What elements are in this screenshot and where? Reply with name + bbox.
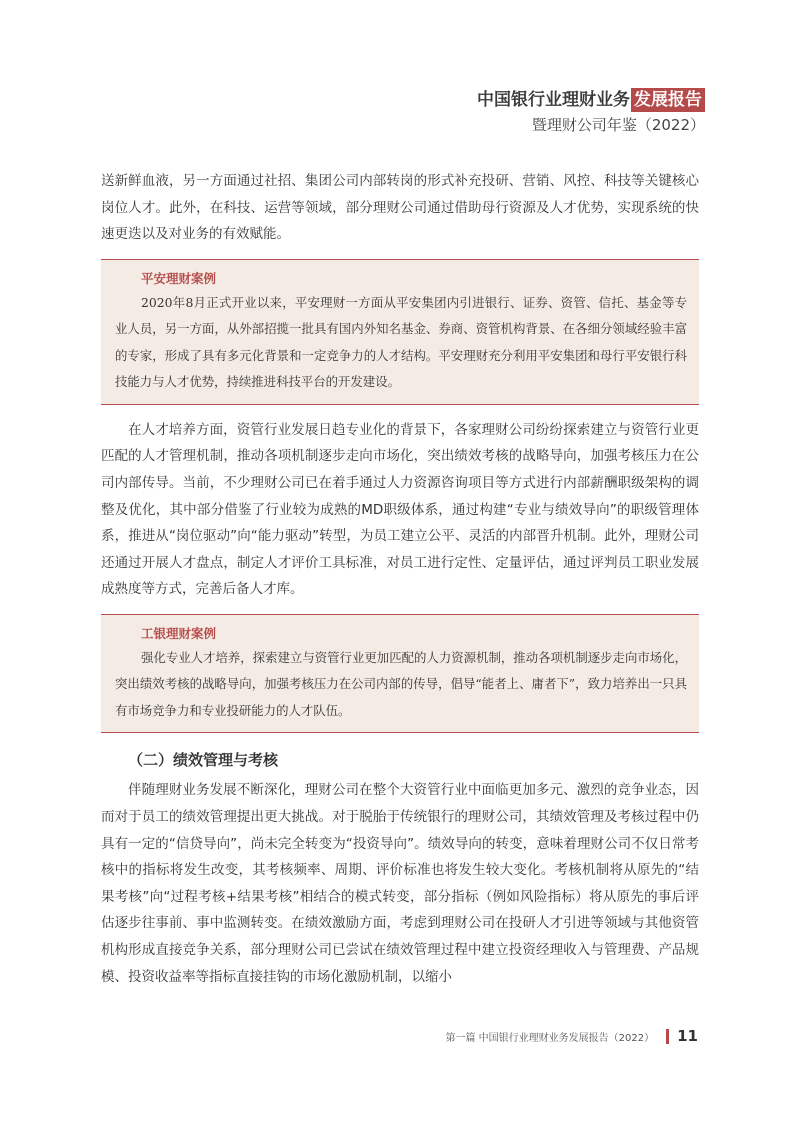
report-subtitle: 暨理财公司年鉴（2022） <box>531 116 705 134</box>
report-title <box>477 88 705 112</box>
running-header <box>477 88 705 136</box>
footer-divider <box>666 1029 669 1044</box>
case-body-icbc: 强化专业人才培养，探索建立与资管行业更加匹配的人力资源机制，推动各项机制逐步走向市场化，突出绩效考核的战略导向，加强考核压力在公司内部的传导，倡导“能者上、庸者下”，致力培养出一只具有市场竞争力和专业投研能力的人才队伍。 <box>115 649 687 718</box>
section-heading: （二）绩效管理与考核 <box>128 751 279 770</box>
case-box-icbc <box>101 614 699 734</box>
page-footer <box>445 1026 698 1046</box>
paragraph-talent-recruitment: 送新鲜血液，另一方面通过社招、集团公司内部转岗的形式补充投研、营销、风控、科技等关键核心岗位人才。此外，在科技、运营等领域，部分理财公司通过借助母行资源及人才优势，实现系统的快速更迭以及对业务的有效赋能。 <box>101 173 699 243</box>
report-title-accent: 发展报告 <box>631 88 705 112</box>
case-body-pingan: 2020年8月正式开业以来，平安理财一方面从平安集团内引进银行、证券、资管、信托、基金等专业人员，另一方面，从外部招揽一批具有国内外知名基金、券商、资管机构背景、在各细分领域经验丰富的专家，形成了具有多元化背景和一定竞争力的人才结构。平安理财充分利用平安集团和母行平安银行科技能力与人才优势，持续推进科技平台的开发建设。 <box>115 294 687 390</box>
case-title-pingan: 平安理财案例 <box>141 270 217 286</box>
report-title-main: 中国银行业理财业务 <box>477 90 630 110</box>
page-number: 11 <box>677 1027 698 1045</box>
paragraph-talent-development: 在人才培养方面，资管行业发展日趋专业化的背景下，各家理财公司纷纷探索建立与资管行业更匹配的人才管理机制，推动各项机制逐步走向市场化，突出绩效考核的战略导向，加强考核压力在公司内部传导。当前，不少理财公司已在着手通过人力资源咨询项目等方式进行内部薪酬职级架构的调整及优化，其中部分借鉴了行业较为成熟的MD职级体系，通过构建“专业与绩效导向”的职级管理体系，推进从“岗位驱动”向“能力驱动”转型，为员工建立公平、灵活的内部晋升机制。此外，理财公司还通过开展人才盘点，制定人才评价工具标准，对员工进行定性、定量评估，通过评判员工职业发展成熟度等方式，完善后备人才库。 <box>101 421 699 598</box>
case-title-icbc: 工银理财案例 <box>141 625 217 641</box>
paragraph-performance-management: 伴随理财业务发展不断深化，理财公司在整个大资管行业中面临更加多元、激烈的竞争业态，因而对于员工的绩效管理提出更大挑战。对于脱胎于传统银行的理财公司，其绩效管理及考核过程中仍具有一定的“信贷导向”，尚未完全转变为“投资导向”。绩效导向的转变，意味着理财公司不仅日常考核中的指标将发生改变，其考核频率、周期、评价标准也将发生较大变化。考核机制将从原先的“结果考核”向“过程考核+结果考核”相结合的模式转变，部分指标（例如风险指标）将从原先的事后评估逐步往事前、事中监测转变。在绩效激励方面，考虑到理财公司在投研人才引进等领域与其他资管机构形成直接竞争关系，部分理财公司已尝试在绩效管理过程中建立投资经理收入与管理费、产品规模、投资收益率等指标直接挂钩的市场化激励机制，以缩小 <box>101 782 699 985</box>
footer-chapter-title: 第一篇 中国银行业理财业务发展报告（2022） <box>445 1032 655 1044</box>
page-body <box>101 168 699 990</box>
case-box-pingan <box>101 259 699 405</box>
